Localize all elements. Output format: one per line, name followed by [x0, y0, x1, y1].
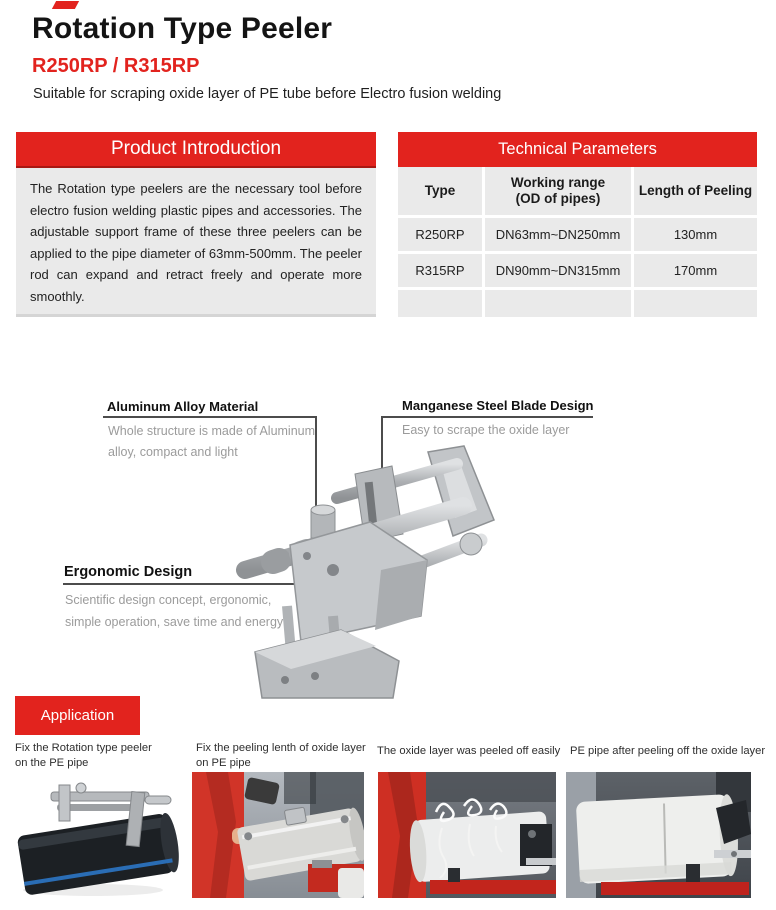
technical-parameters-table	[398, 167, 757, 317]
peeler-product-image	[215, 430, 575, 700]
application-photo-after-peeling	[566, 772, 751, 898]
product-introduction-body	[16, 168, 376, 317]
tagline: Suitable for scraping oxide layer of PE tube before Electro fusion welding	[33, 86, 502, 102]
application-caption-3: The oxide layer was peeled off easily	[377, 745, 561, 757]
callout-line	[381, 416, 593, 418]
product-introduction-text: The Rotation type peelers are the necessary tool before electro fusion welding plastic pipes and accessories. The adjustable support frame of these three peelers can be applied to the pipe diameter of 63mm-500mm. The peeler rod can expand and retract freely and operate more smoothly.	[30, 181, 362, 304]
application-heading: Application	[40, 707, 115, 724]
column-header-working-range: Working range (OD of pipes)	[485, 167, 631, 215]
feature-title-aluminum: Aluminum Alloy Material	[107, 399, 259, 414]
model-numbers: R250RP / R315RP	[32, 55, 200, 77]
application-photo-fixing-length	[192, 772, 364, 898]
column-header-length: Length of Peeling	[634, 167, 757, 215]
technical-parameters-header	[398, 132, 757, 167]
product-introduction-header	[16, 132, 376, 168]
application-heading-box	[15, 696, 140, 735]
feature-desc-ergonomic: Scientific design concept, ergonomic, simple operation, save time and energy	[65, 593, 284, 629]
corner-red-mark	[52, 1, 79, 9]
application-caption-2: Fix the peeling lenth of oxide layer on PE pipe	[196, 742, 366, 769]
technical-parameters-heading: Technical Parameters	[498, 140, 657, 158]
application-caption-4: PE pipe after peeling off the oxide layer	[570, 745, 766, 757]
application-caption-1: Fix the Rotation type peeler on the PE pipe	[15, 742, 152, 769]
table-filler-cell	[398, 290, 482, 317]
callout-line	[103, 416, 317, 418]
feature-desc-blade: Easy to scrape the oxide layer	[402, 423, 570, 437]
table-filler-cell	[485, 290, 631, 317]
feature-desc-aluminum: Whole structure is made of Aluminum alloy, compact and light	[108, 424, 316, 459]
table-row-2-range: DN90mm~DN315mm	[485, 254, 631, 287]
application-photo-peeled-off	[378, 772, 556, 898]
feature-title-blade: Manganese Steel Blade Design	[402, 398, 594, 413]
table-row-1-type: R250RP	[398, 218, 482, 251]
table-row-1-range: DN63mm~DN250mm	[485, 218, 631, 251]
product-introduction-heading: Product Introduction	[110, 138, 282, 159]
feature-title-ergonomic: Ergonomic Design	[64, 564, 193, 580]
application-photo-peeler-on-pipe	[13, 772, 179, 898]
table-filler-cell	[634, 290, 757, 317]
table-row-2-type: R315RP	[398, 254, 482, 287]
column-header-type: Type	[398, 167, 482, 215]
page-title: Rotation Type Peeler	[32, 12, 333, 45]
table-row-2-length: 170mm	[634, 254, 757, 287]
table-row-1-length: 130mm	[634, 218, 757, 251]
